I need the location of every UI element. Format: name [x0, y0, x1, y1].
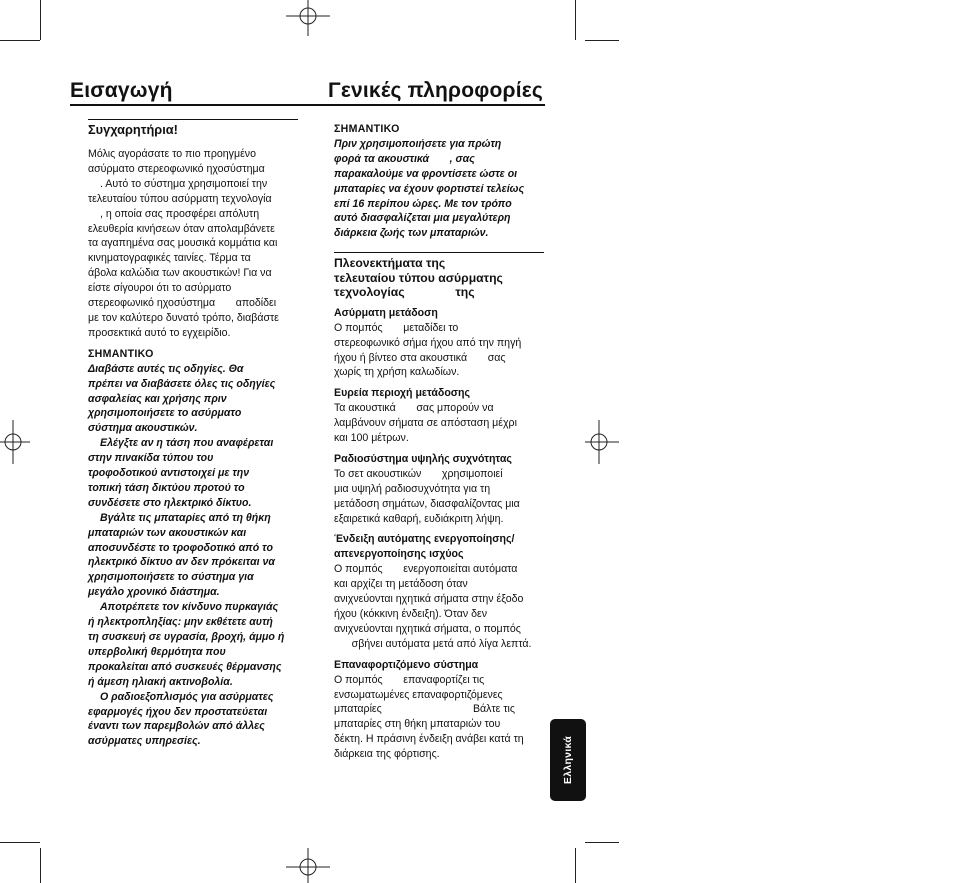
- registration-mark-top: [286, 0, 330, 36]
- text-line: μπαταρίες Βάλτε τις: [334, 703, 515, 716]
- text-line: ελευθερία κινήσεων όταν απολαμβάνετε: [88, 222, 275, 235]
- text-line: στερεοφωνικό ηχοσύστημα αποδίδει: [88, 297, 277, 310]
- text-line: Ελέγξτε αν η τάση που αναφέρεται: [100, 437, 274, 450]
- text-line: μπαταριών των ακουστικών και: [88, 526, 247, 539]
- text-line: είστε σίγουροι ότι το ασύρματο: [88, 282, 232, 295]
- heading-line: τελευταίου τύπου ασύρματης: [334, 270, 503, 285]
- advantages-heading: [334, 256, 552, 300]
- text-line: προκαλείται από συσκευές θέρμανσης: [88, 660, 282, 673]
- text-line: στην πινακίδα τύπου του: [88, 452, 214, 465]
- text-line: εφαρμογές ήχου δεν προστατεύεται: [88, 705, 268, 718]
- text-line: και 100 μέτρων.: [334, 432, 409, 445]
- text-line: Ο πομπός ενεργοποιείται αυτόματα: [334, 563, 518, 576]
- crop-mark: [40, 0, 41, 40]
- text-line: επί 16 περίπου ώρες. Με τον τρόπο: [334, 197, 512, 210]
- right-column: [334, 122, 552, 241]
- text-line: ενσωματωμένες επαναφορτιζόμενες: [334, 688, 503, 701]
- crop-mark: [0, 842, 40, 843]
- text-line: έναντι των παρεμβολών από άλλες: [88, 720, 265, 733]
- text-line: αποσυνδέστε το τροφοδοτικό από το: [88, 541, 273, 554]
- text-line: . Αυτό το σύστημα χρησιμοποιεί την: [100, 177, 268, 190]
- text-line: ασύρματες υπηρεσίες.: [88, 735, 201, 748]
- section-title-general-info: Γενικές πληροφορίες: [328, 79, 544, 102]
- text-line: μεγάλο χρονικό διάστημα.: [88, 586, 220, 599]
- language-tab[interactable]: [550, 719, 586, 801]
- text-line: δέκτη. Η πράσινη ένδειξη ανάβει κατά τη: [334, 733, 524, 746]
- text-line: ή ηλεκτροπληξίας: μην εκθέτετε αυτή: [88, 616, 273, 629]
- text-line: εξαιρετικά καθαρή, ευδιάκριτη λήψη.: [334, 512, 504, 525]
- text-line: Τα ακουστικά σας μπορούν να: [334, 402, 494, 415]
- important-label: ΣΗΜΑΝΤΙΚΟ: [88, 347, 154, 360]
- registration-mark-right: [585, 420, 619, 464]
- text-line: υπερβολική θερμότητα που: [88, 645, 226, 658]
- important-label: ΣΗΜΑΝΤΙΚΟ: [334, 123, 400, 135]
- text-line: ανιχνεύονται ηχητικά σήματα στην έξοδο: [334, 593, 524, 606]
- text-line: ανιχνεύονται ηχητικά σήματα, ο πομπός: [334, 622, 521, 635]
- text-line: Βγάλτε τις μπαταρίες από τη θήκη: [100, 511, 271, 524]
- text-line: διάρκεια ζωής των μπαταριών.: [334, 227, 489, 240]
- text-line: τη συσκευή σε υγρασία, βροχή, άμμο ή: [88, 631, 285, 643]
- text-line: σύστημα ακουστικών.: [88, 422, 198, 435]
- text-line: τροφοδοτικού αντιστοιχεί με την: [88, 467, 250, 480]
- crop-mark: [0, 40, 40, 41]
- feature-title: Ένδειξη αυτόματης ενεργοποίησης/: [334, 533, 515, 546]
- feature-auto-power: [334, 532, 552, 651]
- right-heading-rule: [334, 252, 544, 253]
- text-line: τελευταίου τύπου ασύρματη τεχνολογία: [88, 192, 272, 205]
- feature-title: απενεργοποίησης ισχύος: [334, 548, 464, 561]
- text-line: χωρίς τη χρήση καλωδίων.: [334, 366, 460, 379]
- left-heading-rule: [88, 119, 298, 120]
- feature-title: Επαναφορτιζόμενο σύστημα: [334, 658, 479, 671]
- text-line: Ο πομπός μεταδίδει το: [334, 321, 459, 334]
- text-line: μια υψηλή ραδιοσυχνότητα για τη: [334, 482, 491, 495]
- text-line: φορά τα ακουστικά , σας: [334, 152, 475, 165]
- important-instructions: [88, 362, 303, 750]
- text-line: τα αγαπημένα σας μουσικά κομμάτια και: [88, 237, 278, 250]
- text-line: παρακαλούμε να φροντίσετε ώστε οι: [334, 167, 518, 180]
- text-line: με τον καλύτερο δυνατό τρόπο, διαβάστε: [88, 311, 279, 324]
- crop-mark: [575, 848, 576, 883]
- crop-mark: [585, 40, 619, 41]
- text-line: και αρχίζει τη μετάδοση όταν: [334, 578, 468, 591]
- text-line: χρησιμοποιήσετε το σύστημα για: [88, 571, 254, 584]
- text-line: Το σετ ακουστικών χρησιμοποιεί: [334, 467, 503, 480]
- text-line: Ο πομπός επαναφορτίζει τις: [334, 673, 485, 686]
- text-line: Ο ραδιοεξοπλισμός για ασύρματες: [100, 690, 274, 703]
- feature-rechargeable: [334, 658, 552, 762]
- text-line: ηλεκτρικό δίκτυο αν δεν πρόκειται να: [88, 556, 275, 569]
- header-rule: [70, 104, 545, 106]
- text-line: Αποτρέπετε τον κίνδυνο πυρκαγιάς: [100, 601, 279, 614]
- text-line: ήχου (κόκκινη ένδειξη). Όταν δεν: [334, 608, 488, 620]
- left-column: [88, 122, 303, 749]
- text-line: προσεκτικά αυτό το εγχειρίδιο.: [88, 326, 231, 339]
- section-title-intro: Εισαγωγή: [70, 79, 173, 102]
- text-line: μπαταρίες στη θήκη μπαταριών του: [334, 718, 501, 731]
- text-line: λαμβάνουν σήματα σε απόσταση μέχρι: [334, 417, 517, 430]
- advantages-section: [334, 256, 552, 762]
- registration-mark-left: [0, 420, 30, 464]
- intro-paragraph: [88, 147, 303, 341]
- text-line: Πριν χρησιμοποιήσετε για πρώτη: [334, 137, 502, 150]
- text-line: Διαβάστε αυτές τις οδηγίες. Θα: [88, 362, 244, 375]
- heading-line: Πλεονεκτήματα της: [334, 256, 446, 270]
- language-tab-label: Ελληνικά: [562, 735, 574, 785]
- text-line: χρησιμοποιήσετε το ασύρματο: [88, 407, 242, 420]
- text-line: συνδέσετε στο ηλεκτρικό δίκτυο.: [88, 496, 252, 509]
- crop-mark: [585, 842, 619, 843]
- feature-title: Ευρεία περιοχή μετάδοσης: [334, 387, 471, 400]
- crop-mark: [40, 848, 41, 883]
- feature-title: Ασύρματη μετάδοση: [334, 306, 438, 319]
- text-line: ασύρματο στερεοφωνικό ηχοσύστημα: [88, 162, 265, 175]
- text-line: διάρκεια της φόρτισης.: [334, 748, 440, 761]
- feature-high-frequency: [334, 452, 552, 527]
- text-line: στερεοφωνικό σήμα ήχου από την πηγή: [334, 336, 522, 349]
- text-line: ή άμεση ηλιακή ακτινοβολία.: [88, 675, 233, 688]
- registration-mark-bottom: [286, 848, 330, 883]
- crop-mark: [575, 0, 576, 40]
- text-line: μπαταρίες να έχουν φορτιστεί τελείως: [334, 182, 525, 195]
- heading-line: τεχνολογίας της: [334, 285, 475, 300]
- text-line: Μόλις αγοράσατε το πιο προηγμένο: [88, 148, 256, 160]
- battery-notice: [334, 137, 552, 241]
- text-line: κινηματογραφικές ταινίες. Τέρμα τα: [88, 252, 251, 265]
- text-line: πρέπει να διαβάσετε όλες τις οδηγίες: [88, 377, 276, 390]
- congratulations-heading: Συγχαρητήρια!: [88, 122, 178, 137]
- text-line: άβολα καλώδια των ακουστικών! Για να: [88, 267, 272, 280]
- text-line: ήχου ή βίντεο στα ακουστικά σας: [334, 351, 506, 364]
- feature-wide-range: [334, 386, 552, 446]
- text-line: αυτό διασφαλίζεται μια μεγαλύτερη: [334, 212, 511, 225]
- feature-title: Ραδιοσύστημα υψηλής συχνότητας: [334, 452, 512, 465]
- text-line: σβήνει αυτόματα μετά από λίγα λεπτά.: [334, 637, 532, 650]
- text-line: τοπική τάση δικτύου προτού το: [88, 481, 245, 494]
- text-line: , η οποία σας προσφέρει απόλυτη: [100, 207, 260, 220]
- text-line: ασφαλείας και χρήσης πριν: [88, 392, 227, 405]
- feature-wireless-transmission: [334, 306, 552, 381]
- text-line: μετάδοση σημάτων, διασφαλίζοντας μια: [334, 497, 520, 510]
